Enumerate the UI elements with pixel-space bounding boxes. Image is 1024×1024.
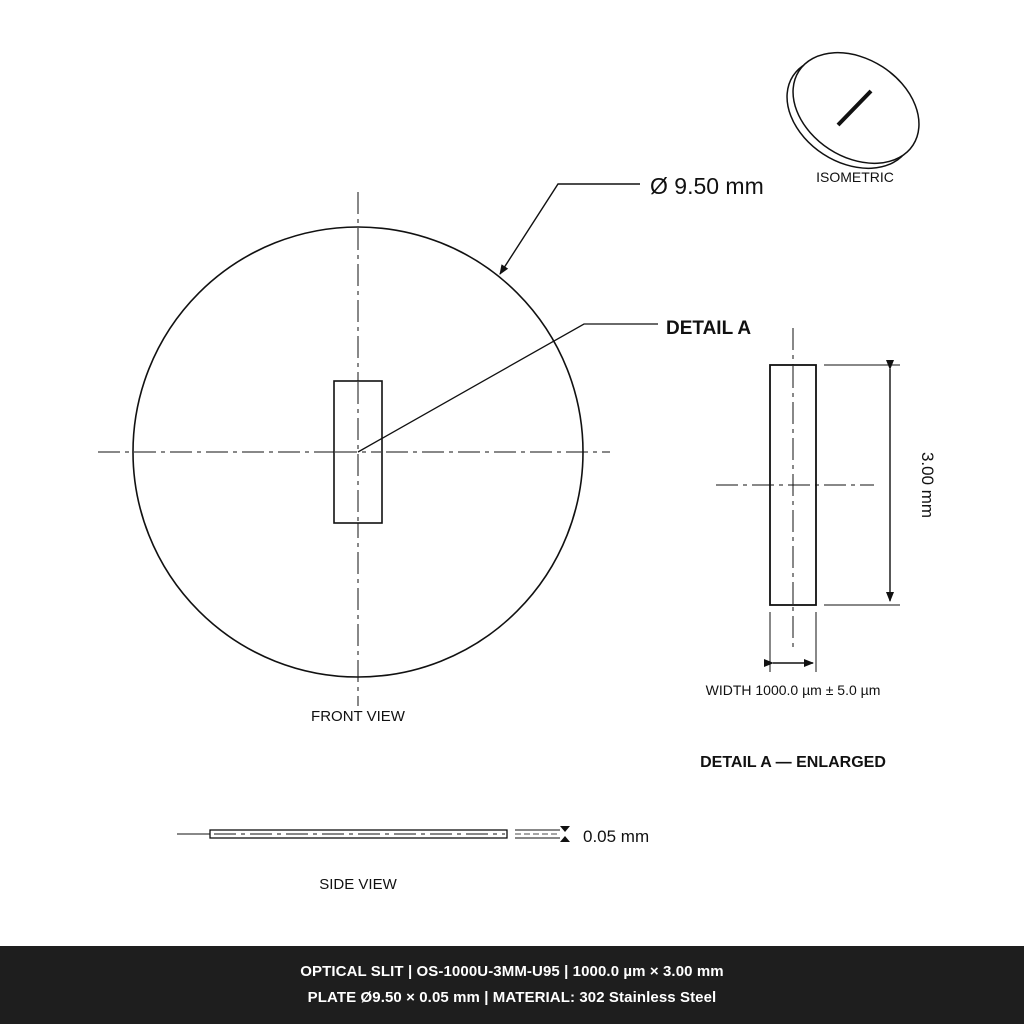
isometric-view xyxy=(766,30,939,191)
front-view xyxy=(98,192,610,725)
title-block-line-1: OPTICAL SLIT | OS-1000U-3MM-U95 | 1000.0 µm × 3.00 mm xyxy=(300,963,724,980)
length-label: 3.00 mm xyxy=(918,451,937,519)
width-label: WIDTH 1000.0 µm ± 5.0 µm xyxy=(705,682,881,698)
side-view-label: SIDE VIEW xyxy=(319,876,397,893)
thickness-arrow-bottom xyxy=(560,836,570,842)
side-view xyxy=(177,826,649,893)
title-block-line-2: PLATE Ø9.50 × 0.05 mm | MATERIAL: 302 Stainless Steel xyxy=(307,989,717,1006)
detail-a-title: DETAIL A — ENLARGED xyxy=(700,754,886,771)
thickness-arrow-top xyxy=(560,826,570,832)
detail-a-leader-line xyxy=(358,324,658,452)
diameter-dimension xyxy=(500,173,764,274)
detail-a-callout xyxy=(358,318,751,452)
title-block xyxy=(0,946,1024,1024)
isometric-label: ISOMETRIC xyxy=(816,169,894,185)
detail-a-callout-label: DETAIL A xyxy=(666,318,752,339)
diameter-leader-line xyxy=(500,184,640,274)
detail-a-enlarged xyxy=(700,328,937,771)
thickness-label: 0.05 mm xyxy=(583,827,650,846)
diameter-label: Ø 9.50 mm xyxy=(650,173,764,199)
front-view-label: FRONT VIEW xyxy=(311,708,405,725)
